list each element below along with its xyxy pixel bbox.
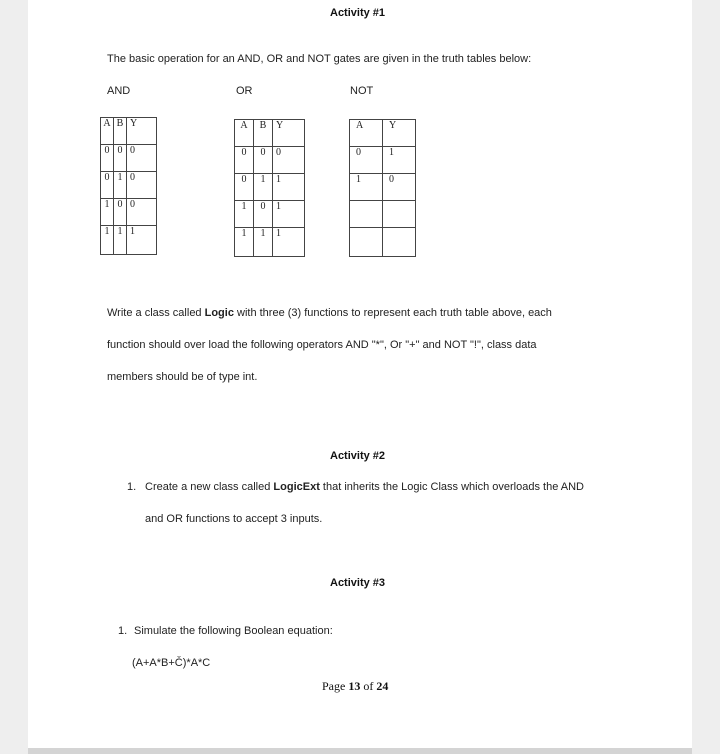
table-cell: 0 bbox=[101, 172, 114, 199]
activity-1-task-line-1 bbox=[107, 307, 552, 319]
table-cell: 0 bbox=[114, 199, 127, 226]
table-cell bbox=[383, 201, 416, 228]
table-row bbox=[101, 199, 157, 226]
not-truth-table bbox=[349, 119, 416, 257]
table-cell: 1 bbox=[101, 226, 114, 255]
table-cell: 1 bbox=[235, 201, 254, 228]
table-cell: 1 bbox=[127, 226, 157, 255]
header-cell: Y bbox=[127, 118, 157, 145]
table-cell bbox=[383, 228, 416, 257]
total-pages: 24 bbox=[376, 679, 389, 693]
boolean-equation: (A+A*B+Č)*A*C bbox=[132, 657, 211, 669]
activity-2-line-2: and OR functions to accept 3 inputs. bbox=[145, 513, 323, 525]
header-cell: Y bbox=[273, 120, 305, 147]
table-cell: 0 bbox=[235, 147, 254, 174]
and-table-label: AND bbox=[107, 85, 131, 97]
and-truth-table bbox=[100, 117, 157, 255]
table-row bbox=[350, 174, 416, 201]
table-cell: 0 bbox=[273, 147, 305, 174]
table-cell: 1 bbox=[254, 174, 273, 201]
table-row bbox=[350, 228, 416, 257]
table-cell: 1 bbox=[254, 228, 273, 257]
table-cell: 0 bbox=[127, 145, 157, 172]
table-cell: 0 bbox=[350, 147, 383, 174]
header-cell: A bbox=[101, 118, 114, 145]
current-page: 13 bbox=[348, 679, 361, 693]
page-of: of bbox=[360, 679, 377, 693]
page-bottom-edge bbox=[28, 748, 692, 754]
table-cell: 1 bbox=[101, 199, 114, 226]
activity-1-task-line-3: members should be of type int. bbox=[107, 371, 258, 383]
or-table-label: OR bbox=[236, 85, 253, 97]
page-number bbox=[322, 679, 388, 694]
header-cell: A bbox=[350, 120, 383, 147]
table-cell: 1 bbox=[114, 172, 127, 199]
class-name-logicext: LogicExt bbox=[273, 481, 320, 493]
table-cell: 0 bbox=[235, 174, 254, 201]
table-cell bbox=[350, 201, 383, 228]
table-cell: 1 bbox=[350, 174, 383, 201]
table-cell: 0 bbox=[254, 147, 273, 174]
activity-3-item-number: 1. bbox=[118, 625, 128, 637]
not-table-label: NOT bbox=[350, 85, 374, 97]
table-cell: 1 bbox=[273, 228, 305, 257]
table-row bbox=[350, 201, 416, 228]
activity-2-line-1 bbox=[145, 481, 584, 493]
table-row bbox=[101, 172, 157, 199]
table-cell: 0 bbox=[127, 199, 157, 226]
class-name-logic: Logic bbox=[204, 307, 234, 319]
table-row bbox=[235, 228, 305, 257]
table-cell: 1 bbox=[273, 201, 305, 228]
table-cell: 1 bbox=[114, 226, 127, 255]
table-row bbox=[350, 147, 416, 174]
table-row bbox=[235, 174, 305, 201]
header-cell: Y bbox=[383, 120, 416, 147]
table-header-row bbox=[101, 118, 157, 145]
task-text: that inherits the Logic Class which overloads the AND bbox=[319, 481, 584, 493]
or-truth-table bbox=[234, 119, 305, 257]
activity-3-item-text: Simulate the following Boolean equation: bbox=[134, 625, 333, 637]
table-cell: 1 bbox=[273, 174, 305, 201]
activity-1-title: Activity #1 bbox=[330, 7, 386, 19]
activity-2-title: Activity #2 bbox=[330, 450, 386, 462]
table-cell: 0 bbox=[101, 145, 114, 172]
table-cell: 0 bbox=[254, 201, 273, 228]
page-prefix: Page bbox=[322, 679, 349, 693]
task-text: Create a new class called bbox=[145, 481, 274, 493]
header-cell: B bbox=[114, 118, 127, 145]
activity-2-item-number: 1. bbox=[127, 481, 137, 493]
table-header-row bbox=[235, 120, 305, 147]
table-row bbox=[101, 145, 157, 172]
activity-1-task-line-2: function should over load the following operators AND "*", Or "+" and NOT "!", class data bbox=[107, 339, 537, 351]
table-row bbox=[235, 201, 305, 228]
table-cell bbox=[350, 228, 383, 257]
header-cell: B bbox=[254, 120, 273, 147]
task-text: Write a class called bbox=[107, 307, 205, 319]
table-cell: 1 bbox=[383, 147, 416, 174]
task-text: with three (3) functions to represent each truth table above, each bbox=[233, 307, 552, 319]
document-page bbox=[28, 0, 692, 748]
activity-3-title: Activity #3 bbox=[330, 577, 386, 589]
table-row bbox=[235, 147, 305, 174]
table-cell: 0 bbox=[383, 174, 416, 201]
activity-1-intro: The basic operation for an AND, OR and NOT gates are given in the truth tables below: bbox=[107, 53, 532, 65]
table-header-row bbox=[350, 120, 416, 147]
header-cell: A bbox=[235, 120, 254, 147]
table-cell: 0 bbox=[114, 145, 127, 172]
table-cell: 1 bbox=[235, 228, 254, 257]
table-cell: 0 bbox=[127, 172, 157, 199]
table-row bbox=[101, 226, 157, 255]
